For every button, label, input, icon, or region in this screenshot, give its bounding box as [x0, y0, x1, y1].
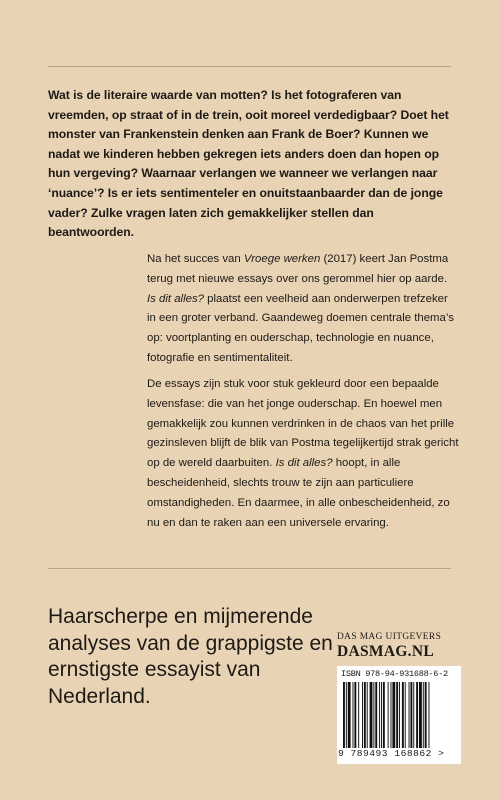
barcode-bar: [425, 682, 427, 748]
publisher-block: [337, 632, 457, 660]
barcode-bar: [392, 682, 395, 748]
barcode-bar: [375, 682, 377, 748]
barcode-bar: [388, 682, 389, 748]
book-title: Is dit alles?: [147, 292, 204, 305]
description-paragraph-2: [147, 375, 459, 533]
isbn-label: ISBN 978-94-931688-6-2: [341, 669, 448, 679]
text-segment: (2017) keert Jan Postma terug met nieuwe essays over ons gerommel hier op aarde.: [147, 253, 449, 285]
barcode-bar: [364, 682, 366, 748]
publisher-website: DASMAG.NL: [337, 643, 434, 660]
barcode-bar: [370, 682, 373, 748]
top-divider: [48, 66, 451, 67]
barcode-bar: [413, 682, 414, 748]
barcode-bar: [429, 682, 430, 748]
tagline: Haarscherpe en mijmerende analyses van de grappigste en ernstigste essayist van Nederland.: [48, 605, 333, 708]
barcode-bar: [416, 682, 418, 748]
barcode-bar: [348, 682, 351, 748]
barcode-bars-icon: [343, 682, 455, 748]
bottom-divider: [48, 568, 451, 569]
barcode-bar: [379, 682, 380, 748]
text-segment: plaatst een veelheid aan onderwerpen trefzeker in een groter verband. Gaandeweg doemen centrale thema’s op: voortplanting en ouderschap, technologie en nuance, fotografie en sentimentaliteit.: [147, 292, 454, 364]
barcode-bar: [354, 682, 356, 748]
text-segment: Na het succes van: [147, 253, 244, 265]
publisher-name: DAS MAG UITGEVERS: [337, 632, 442, 642]
description-paragraph-1: [147, 250, 459, 369]
barcode-bar: [405, 682, 406, 748]
book-title: Is dit alles?: [275, 457, 333, 470]
barcode: [337, 666, 461, 764]
barcode-bar: [396, 682, 398, 748]
text-segment: De essays zijn stuk voor stuk gekleurd door een bepaalde levensfase: die van het jonge ouderschap. En hoewel men gemakkelijk zou kunnen verdrinken in de chaos van het prille gezinsleven blijft de blik van Postma tegelijkertijd strak gericht op de wereld daarbuiten.: [147, 378, 459, 470]
barcode-digits: 9 789493 168862 >: [338, 748, 445, 759]
barcode-bar: [343, 682, 345, 748]
barcode-bar: [367, 682, 368, 748]
barcode-bar: [346, 682, 347, 748]
barcode-bar: [399, 682, 400, 748]
barcode-bar: [358, 682, 359, 748]
barcode-bar: [410, 682, 412, 748]
barcode-bar: [409, 682, 410, 748]
lead-questions: Wat is de literaire waarde van motten? Is het fotograferen van vreemden, op straat of in de trein, ooit moreel verdedigbaar? Doet het monster van Frankenstein denken aan Frank de Boer? Kunnen we nadat we kinderen hebben gekregen iets anders doen dan hopen op hun vergeving? Waarnaar verlangen we wanneer we verlangen naar ‘nuance’? Is er iets sentimenteler en onuitstaanbaarder dan de jonge vader? Zulke vragen laten zich gemakkelijker stellen dan beantwoorden.: [48, 88, 449, 240]
book-title: Vroege werken: [243, 253, 321, 265]
barcode-bar: [362, 682, 363, 748]
barcode-bar: [391, 682, 392, 748]
barcode-bar: [353, 682, 354, 748]
barcode-bar: [419, 682, 422, 748]
text-segment: hoopt, in alle bescheidenheid, slechts trouw te zijn aan particuliere omstandigheden. En daarmee, in alle onbescheidenheid, zo nu en dan te raken aan een universele ervaring.: [147, 457, 450, 529]
barcode-bar: [373, 682, 374, 748]
barcode-bar: [402, 682, 404, 748]
barcode-bar: [381, 682, 382, 748]
barcode-bar: [423, 682, 424, 748]
barcode-bar: [383, 682, 385, 748]
